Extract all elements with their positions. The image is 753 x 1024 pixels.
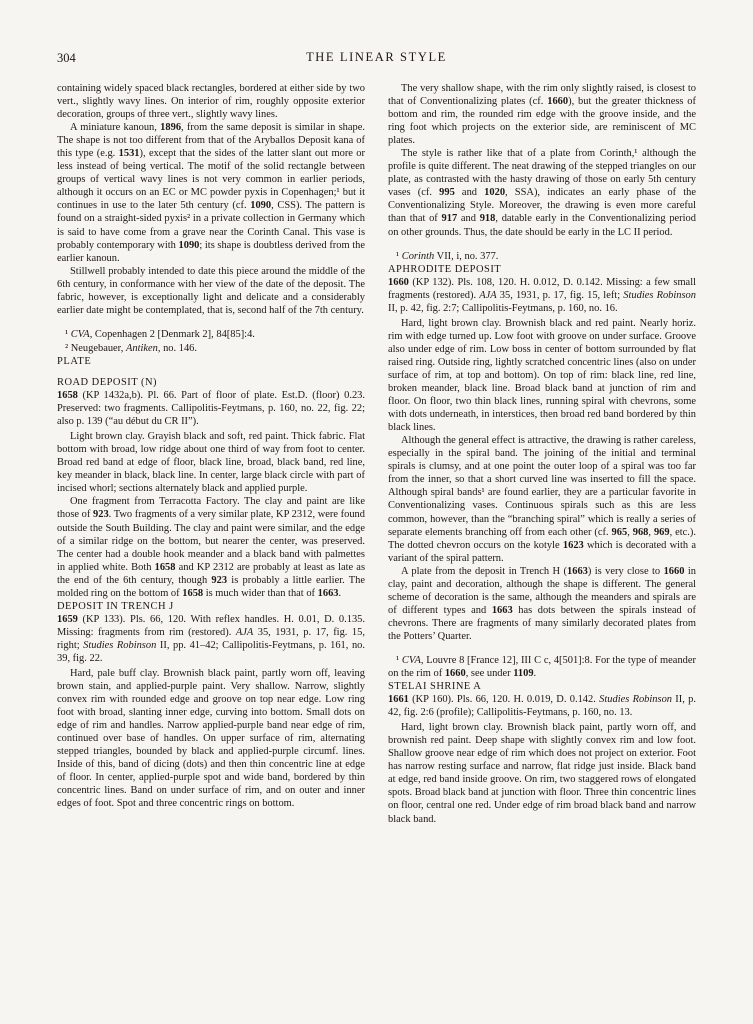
catalog-entry: 1660 (KP 132). Pls. 108, 120. H. 0.012, D. 0.142. Missing: a few small fragments (restored). AJA 35, 1931, p. 17, fig. 15, left; Studies Robinson II, p. 42, fig. 2:7; Callipolitis-Feytmans, p. 160, no. 16. [388,276,696,314]
footnote: ² Neugebauer, Antiken, no. 146. [65,342,197,354]
paragraph: The style is rather like that of a plate from Corinth,¹ although the profile is quite different. The neat drawing of the stepped triangles on our plate, as contrasted with the hasty drawing of those on early 5th century vases (cf. 995 and 1020, SSA), indicates an early phase of the Conventionalizing Style. Moreover, the drawing is even more careful than that of 917 and 918, datable early in the Conventionalizing period on other grounds. Thus, the date should be early in the LC II period. [388,148,696,238]
deposit-heading: DEPOSIT IN TRENCH J [57,600,174,612]
running-head: THE LINEAR STYLE [306,50,447,64]
paragraph: Although the general effect is attractive, the drawing is rather careless, especially in the spiral band. The joining of the initial and terminal spirals is clumsy, and at one point the outer loop of a spiral was too far from the inner, so that a short curved line was inserted to fill the space. Although spiral bands¹ are found earlier, they are a particular favorite in Conventionalizing vases. Continuous spirals such as this are less common, however, than the “branching spiral” which is really a series of separate elements branching off from each other (cf. 965, 968, 969, etc.). The dotted chevron occurs on the kotyle 1623 which is decorated with a variant of the spiral pattern. [388,435,696,564]
paragraph: containing widely spaced black rectangles, bordered at either side by two vert., slightly wavy lines. On interior of rim, roughly opposite exterior decoration, groups of three vert., slightly wavy lines. [57,83,365,121]
catalog-entry: 1659 (KP 133). Pls. 66, 120. With reflex handles. H. 0.01, D. 0.135. Missing: fragments from rim (restored). AJA 35, 1931, p. 17, fig. 15, right; Studies Robinson II, pp. 41–42; Callipolitis-Feytmans, p. 161, no. 39, fig. 22. [57,613,365,664]
paragraph: One fragment from Terracotta Factory. The clay and paint are like those of 923. Two fragments of a very similar plate, KP 2312, were found outside the South Building. The clay and paint were similar, and the edge of a similar ridge on the bottom, but nearer the center, was preserved. The center had a double hook meander and a black band with palmettes in applied white. Both 1658 and KP 2312 are probably at least as late as the end of the 6th century, though 923 is probably a little earlier. The molded ring on the bottom of 1658 is much wider than that of 1663. [57,496,366,599]
paragraph: Hard, light brown clay. Brownish black and red paint. Nearly horiz. rim with edge turned up. Low foot with groove on under surface. Groove also under edge of rim. Low boss in center of bottom surrounded by flat raised ring. Outside ring, lightly scratched concentric lines (also on under surface of rim, at top and bottom). On top of rim: black line, red line, broken meander, black line. Broad black band at junction of rim and floor. On floor, two thin black lines, running spiral with chevrons, some with dots underneath, in interstices, then broad red band bordered by thin black lines. [388,317,696,434]
paragraph: Hard, light brown clay. Brownish black paint, partly worn off, and brownish red paint. Deep shape with slightly convex rim and low foot. Shallow groove near edge of rim which does not project on exterior. Foot has narrow resting surface and narrow, flat ridge just inside. Black band at edge, red band inside groove. On rim, two staggered rows of elongated spots. Broad black band at junction with floor. Three thin concentric lines on floor, central one red. Under edge of rim broad black band and narrow black band. [388,722,696,825]
catalog-entry: 1661 (KP 160). Pls. 66, 120. H. 0.019, D. 0.142. Studies Robinson II, p. 42, fig. 2:6 (profile); Callipolitis-Feytmans, p. 160, no. 13. [388,694,696,719]
deposit-heading: ROAD DEPOSIT (N) [57,376,158,388]
page-header [57,50,696,66]
footnote: ¹ Corinth VII, i, no. 377. [396,250,499,262]
paragraph: Stillwell probably intended to date this piece around the middle of the 6th century, in conformance with her view of the date of the deposit. The fabric, however, is exceptionally light and delicate and a considerably earlier date might be contemplated, that is, second half of the 7th century. [57,265,365,316]
text-columns [57,82,696,826]
right-column [388,82,696,826]
catalog-entry: 1658 (KP 1432a,b). Pl. 66. Part of floor of plate. Est.D. (floor) 0.23. Preserved: two fragments. Callipolitis-Feytmans, p. 160, no. 22, fig. 22; also p. 139 (“au début du CR II”). [57,390,365,428]
paragraph: A plate from the deposit in Trench H (1663) is very close to 1660 in clay, paint and decoration, although the shape is different. The general scheme of decoration is the same, although the meanders and spirals are of different types and 1663 has dots between the spirals instead of chevrons. There are fragments of many similarly decorated plates from the Potters’ Quarter. [388,565,696,642]
left-column [57,82,365,811]
deposit-heading: APHRODITE DEPOSIT [388,263,502,275]
page-number: 304 [57,51,76,65]
footnote: ¹ CVA, Copenhagen 2 [Denmark 2], 84[85]:4. [65,328,255,340]
paragraph: Hard, pale buff clay. Brownish black paint, partly worn off, leaving brown stain, and applied-purple paint. Very shallow. Narrow, slightly convex rim with rounded edge and groove on top near edge. Low ring foot with broad, slanting inner edge, curving into bottom. Small dots on edge of rim and handles. Narrow applied-purple band near edge of rim, continued over base of handles. On upper surface of rim, alternating stepped triangles, bounded by black and applied-purple circumf. lines. Inside of this, band of dicing (dots) and then thin concentric line at edge of floor. In center, applied-purple spot and wide band, bordered by thin concentric lines. Band on under surface of rim, and on outer and inner edges of foot. Spot and three concentric rings on bottom. [57,668,365,810]
section-heading: PLATE [57,355,92,367]
footnote: ¹ CVA, Louvre 8 [France 12], III C c, 4[501]:8. For the type of meander on the rim of 1660, see under 1109. [388,654,696,680]
paragraph: The very shallow shape, with the rim only slightly raised, is closest to that of Conventionalizing plates (cf. 1660), but the greater thickness of bottom and rim, the rounded rim edge with the groove inside, and the ring foot which projects on the exterior side, are reminiscent of MC plates. [388,83,696,147]
deposit-heading: STELAI SHRINE A [388,681,482,693]
paragraph: A miniature kanoun, 1896, from the same deposit is similar in shape. The shape is not too different from that of the Aryballos Deposit kana of this type (e.g. 1531), except that the sides of the latter slant out more or less instead of being vertical. The motif of the solid rectangle between groups of vertical wavy lines is not very common in earlier periods, although it occurs on an EC or MC powder pyxis in Copenhagen;¹ but it continues in use to the later 5th century (cf. 1090, CSS). The pattern is found on a straight-sided pyxis² in a private collection in Germany which is said to have come from a grave near the Corinth Canal. This vase is probably contemporary with 1090; its shape is doubtless derived from the earlier kanoun. [57,122,365,264]
paragraph: Light brown clay. Grayish black and soft, red paint. Thick fabric. Flat bottom with broad, low ridge about one third of way from foot to center. Broad red band at edge of floor, black line, broad, black band, red line, key meander in black, black line. In center, large black circle with part of incised whorl; sections alternately black and applied purple. [57,431,365,495]
